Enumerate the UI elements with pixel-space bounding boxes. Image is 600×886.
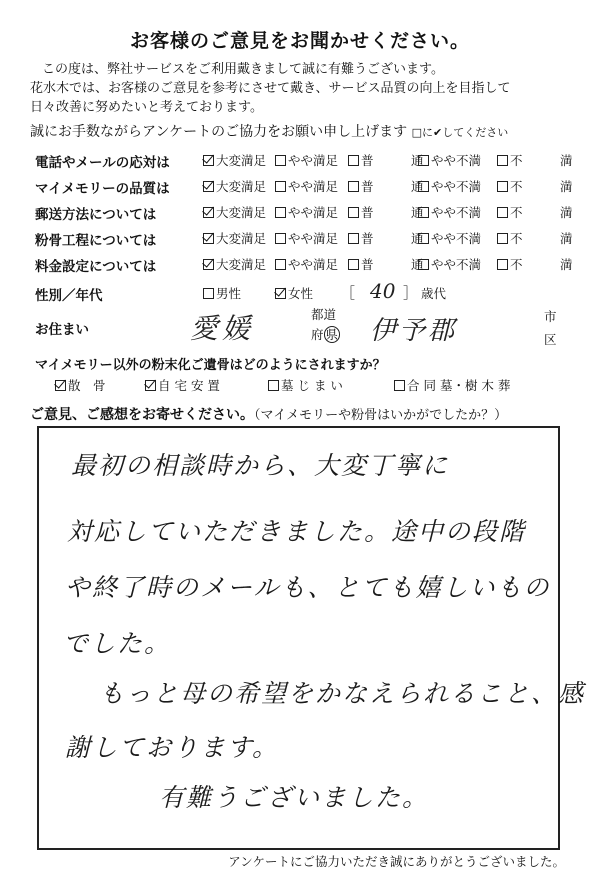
rating-option[interactable] [348, 177, 424, 195]
rating-option[interactable] [348, 229, 424, 247]
rating-option[interactable] [418, 229, 481, 247]
option-sankotsu[interactable]: 散 骨 [55, 376, 106, 394]
male-option[interactable]: 男性 [203, 284, 241, 302]
rating-option[interactable] [418, 151, 481, 169]
rating-option-label: やや満足 [288, 231, 339, 246]
survey-heading-note: □に✔してください [411, 126, 509, 139]
rating-option[interactable] [203, 203, 266, 221]
shi-label: 市 [544, 309, 557, 324]
age-value[interactable]: 40 [370, 279, 396, 303]
rating-option[interactable] [348, 255, 424, 273]
rating-option-label: やや満足 [288, 257, 339, 272]
city-value[interactable]: 伊予郡 [370, 316, 458, 346]
rating-option-label: 不 満 [510, 205, 573, 220]
option-hakajimai[interactable]: 墓 じ ま い [268, 376, 343, 394]
rating-checkbox[interactable] [418, 259, 429, 270]
todo-label: 都道 [311, 307, 337, 322]
rating-option-label: やや満足 [288, 205, 339, 220]
survey-heading [30, 121, 590, 141]
rating-checkbox[interactable] [275, 181, 286, 192]
intro-text [30, 60, 575, 117]
address-row [35, 318, 575, 338]
rating-option[interactable] [497, 229, 573, 247]
address-label: お住まい [35, 322, 89, 338]
rating-checkbox[interactable] [275, 155, 286, 166]
rating-checkbox[interactable] [348, 155, 359, 166]
rating-question-row [35, 151, 575, 171]
gender-age-row [35, 279, 575, 304]
rating-checkbox[interactable] [418, 181, 429, 192]
rating-checkbox[interactable] [203, 181, 214, 192]
rating-checkbox[interactable] [203, 233, 214, 244]
rating-option-label: 不 満 [510, 153, 573, 168]
male-checkbox[interactable] [203, 288, 214, 299]
rating-option[interactable] [275, 177, 338, 195]
rating-option[interactable] [418, 203, 481, 221]
option-home[interactable]: 自 宅 安 置 [145, 376, 220, 394]
rating-option[interactable] [348, 151, 424, 169]
rating-option[interactable] [275, 229, 338, 247]
rating-option-label: やや満足 [288, 153, 339, 168]
age-suffix: 歳代 [421, 286, 447, 301]
rating-checkbox[interactable] [497, 259, 508, 270]
rating-checkbox[interactable] [203, 155, 214, 166]
rating-checkbox[interactable] [275, 207, 286, 218]
rating-option-label: 大変満足 [216, 153, 267, 168]
rating-question-row [35, 177, 575, 197]
page-title: お客様のご意見をお聞かせください。 [129, 30, 470, 52]
rating-checkbox[interactable] [348, 259, 359, 270]
rating-option[interactable] [497, 255, 573, 273]
rating-checkbox[interactable] [418, 233, 429, 244]
rating-option[interactable] [203, 151, 266, 169]
rating-option[interactable] [275, 255, 338, 273]
ku-label: 区 [544, 332, 557, 347]
question-label: 郵送方法については [35, 207, 157, 223]
footer-thanks: アンケートにご協力いただき誠にありがとうございました。 [228, 854, 565, 869]
fuken-label: 府 県 [311, 327, 339, 342]
rating-option[interactable] [203, 229, 266, 247]
question-label: 粉骨工程については [35, 233, 157, 249]
hakajimai-checkbox[interactable] [268, 380, 279, 391]
question-label: 電話やメールの応対は [35, 155, 170, 171]
intro-line: この度は、弊社サービスをご利用戴きまして誠に有難うございます。 [42, 62, 444, 77]
survey-heading-text: 誠にお手数ながらアンケートのご協力をお願い申し上げます [30, 124, 408, 140]
rating-option[interactable] [497, 203, 573, 221]
rating-option[interactable] [497, 177, 573, 195]
rating-option[interactable] [275, 151, 338, 169]
rating-option-label: やや満足 [288, 179, 339, 194]
rating-checkbox[interactable] [275, 259, 286, 270]
rating-option-label: 大変満足 [216, 179, 267, 194]
rating-option-label: 普 通 [361, 153, 424, 168]
comment-line: 最初の相談時から、大変丁寧に [71, 451, 450, 480]
opinion-heading: ご意見、ご感想をお寄せください。（マイメモリーや粉骨はいかがでしたか？） [30, 407, 508, 423]
question-label: マイメモリーの品質は [35, 181, 170, 197]
rating-checkbox[interactable] [348, 181, 359, 192]
rating-checkbox[interactable] [497, 155, 508, 166]
rating-option-label: やや不満 [431, 205, 482, 220]
rating-checkbox[interactable] [418, 155, 429, 166]
rating-option-label: やや不満 [431, 153, 482, 168]
comment-line: 有難うございました。 [159, 783, 430, 812]
rating-checkbox[interactable] [348, 233, 359, 244]
rating-question-row [35, 203, 575, 223]
option-joint-grave[interactable]: 合 同 墓・樹 木 葬 [394, 376, 510, 394]
rating-checkbox[interactable] [497, 233, 508, 244]
rating-option-label: やや不満 [431, 257, 482, 272]
gender-age-label: 性別／年代 [35, 288, 103, 304]
rating-checkbox[interactable] [275, 233, 286, 244]
rating-option[interactable] [203, 255, 266, 273]
rating-checkbox[interactable] [203, 259, 214, 270]
rating-option[interactable] [418, 177, 481, 195]
rating-question-row [35, 255, 575, 275]
rating-option-label: 普 通 [361, 231, 424, 246]
comment-line: や終了時のメールも、とても嬉しいもの [65, 573, 551, 602]
comment-line: でした。 [63, 629, 172, 658]
rating-option[interactable] [275, 203, 338, 221]
rating-option-label: 普 通 [361, 205, 424, 220]
rating-option-label: 普 通 [361, 257, 424, 272]
sankotsu-checkbox[interactable] [55, 380, 66, 391]
home-checkbox[interactable] [145, 380, 156, 391]
intro-line: 日々改善に努めたいと考えております。 [30, 100, 263, 115]
intro-line: 花水木では、お客様のご意見を参考にさせて戴き、サービス品質の向上を目指して [30, 81, 511, 96]
age-bracket-close: ］ [403, 284, 419, 302]
rating-checkbox[interactable] [497, 181, 508, 192]
rating-option-label: 大変満足 [216, 257, 267, 272]
comment-line: 謝しております。 [65, 733, 280, 762]
rating-checkbox[interactable] [203, 207, 214, 218]
rating-checkbox[interactable] [418, 207, 429, 218]
rating-option-label: 不 満 [510, 257, 573, 272]
rating-option[interactable] [418, 255, 481, 273]
comment-line: もっと母の希望をかなえられること、感 [99, 679, 586, 708]
comment-line: 対応していただきました。途中の段階 [67, 517, 527, 546]
rating-option-label: やや不満 [431, 231, 482, 246]
rating-checkbox[interactable] [497, 207, 508, 218]
rating-option[interactable] [203, 177, 266, 195]
remaining-bone-question: マイメモリー以外の粉末化ご遺骨はどのようにされますか？ [35, 358, 386, 373]
rating-question-row [35, 229, 575, 249]
comment-box[interactable] [37, 426, 586, 850]
rating-option-label: 不 満 [510, 231, 573, 246]
rating-option-label: 不 満 [510, 179, 573, 194]
rating-option[interactable] [497, 151, 573, 169]
rating-option[interactable] [348, 203, 424, 221]
female-option[interactable]: 女性 [275, 284, 313, 302]
rating-option-label: やや不満 [431, 179, 482, 194]
rating-option-label: 大変満足 [216, 231, 267, 246]
rating-option-label: 普 通 [361, 179, 424, 194]
rating-option-label: 大変満足 [216, 205, 267, 220]
female-checkbox[interactable] [275, 288, 286, 299]
prefecture-value[interactable]: 愛媛 [190, 312, 255, 345]
joint-grave-checkbox[interactable] [394, 380, 405, 391]
age-bracket-open: ［ [340, 284, 356, 302]
question-label: 料金設定については [35, 259, 157, 275]
rating-checkbox[interactable] [348, 207, 359, 218]
